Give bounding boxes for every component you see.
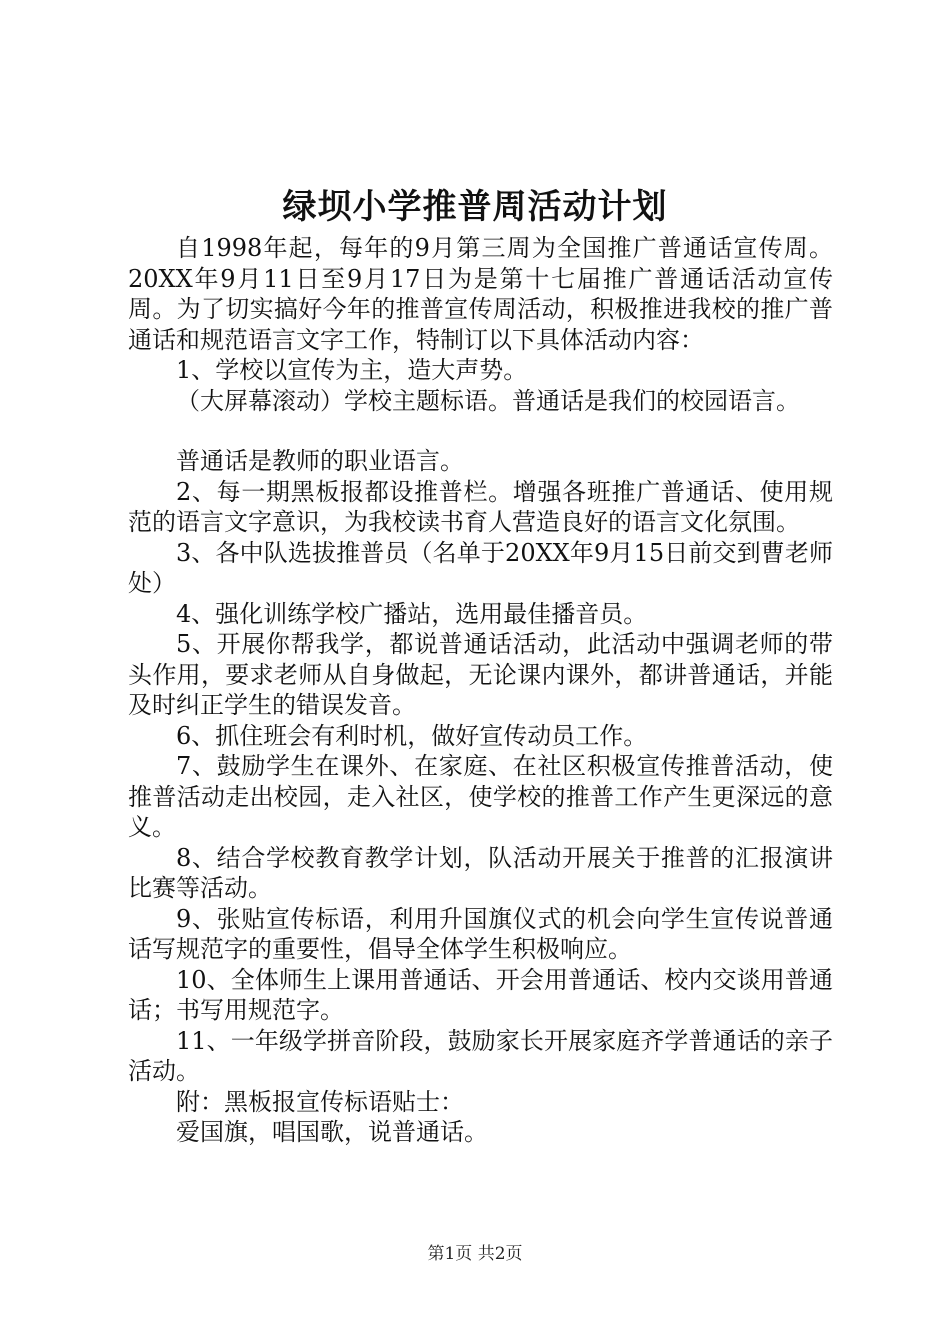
paragraph-item-5: 5、开展你帮我学，都说普通话活动，此活动中强调老师的带头作用，要求老师从自身做起，无论课内课外，都讲普通话，并能及时纠正学生的错误发音。 — [128, 630, 833, 719]
page-indicator: 第1页 共2页 — [427, 1244, 523, 1264]
paragraph-slogan-teacher: 普通话是教师的职业语言。 — [176, 447, 464, 475]
paragraph-item-1: 1、学校以宣传为主，造大声势。 — [176, 356, 528, 384]
paragraph-appendix-slogan: 爱国旗，唱国歌，说普通话。 — [176, 1118, 488, 1146]
paragraph-item-3: 3、各中队选拔推普员（名单于20XX年9月15日前交到曹老师处） — [128, 538, 833, 597]
document-body — [128, 233, 833, 1148]
document-title: 绿坝小学推普周活动计划 — [282, 187, 668, 227]
paragraph-item-8: 8、结合学校教育教学计划，队活动开展关于推普的汇报演讲比赛等活动。 — [128, 843, 833, 902]
paragraph-item-9: 9、张贴宣传标语，利用升国旗仪式的机会向学生宣传说普通话写规范字的重要性，倡导全体学生积极响应。 — [128, 904, 833, 963]
paragraph-appendix-heading: 附：黑板报宣传标语贴士： — [176, 1087, 464, 1116]
paragraph-slogan-screen: （大屏幕滚动）学校主题标语。普通话是我们的校园语言。 — [176, 386, 800, 415]
paragraph-item-7: 7、鼓励学生在课外、在家庭、在社区积极宣传推普活动，使推普活动走出校园，走入社区，使学校的推普工作产生更深远的意义。 — [128, 752, 833, 841]
paragraph-item-4: 4、强化训练学校广播站，选用最佳播音员。 — [176, 599, 648, 628]
paragraph-item-10: 10、全体师生上课用普通话、开会用普通话、校内交谈用普通话；书写用规范字。 — [128, 965, 833, 1024]
paragraph-item-2: 2、每一期黑板报都设推普栏。增强各班推广普通话、使用规范的语言文字意识，为我校读书育人营造良好的语言文化氛围。 — [128, 477, 833, 536]
paragraph-item-11: 11、一年级学拼音阶段，鼓励家长开展家庭齐学普通话的亲子活动。 — [128, 1026, 833, 1085]
paragraph-item-6: 6、抓住班会有利时机，做好宣传动员工作。 — [176, 721, 648, 750]
paragraph-intro: 自1998年起，每年的9月第三周为全国推广普通话宣传周。20XX年9月11日至9月17日为是第十七届推广普通话活动宣传周。为了切实搞好今年的推普宣传周活动，积极推进我校的推广普通话和规范语言文字工作，特制订以下具体活动内容： — [128, 234, 833, 354]
